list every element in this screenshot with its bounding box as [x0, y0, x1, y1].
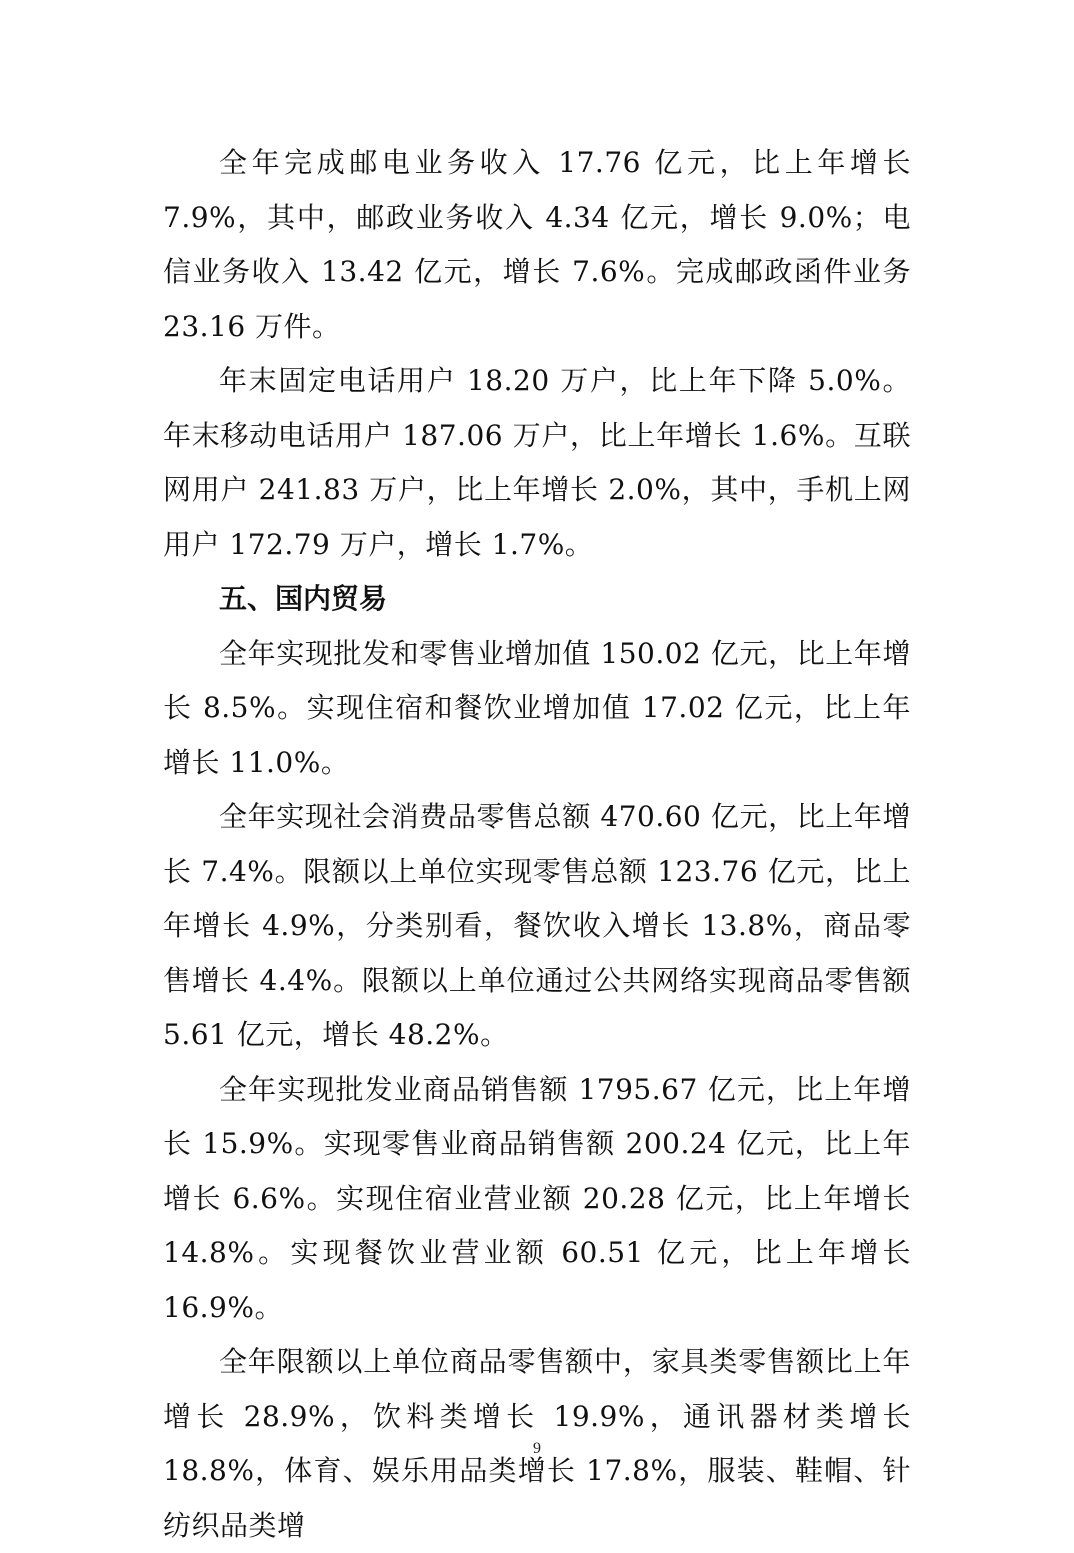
- paragraph-consumer-retail-sales: 全年实现社会消费品零售总额 470.60 亿元，比上年增长 7.4%。限额以上单位实现零售总额 123.76 亿元，比上年增长 4.9%，分类别看，餐饮收入增长 13.8%，商品零售增长 4.4%。限额以上单位通过公共网络实现商品零售额 5.61 亿元，增长 48.2%。: [163, 800, 911, 1051]
- paragraph-postal-telecom: 全年完成邮电业务收入 17.76 亿元，比上年增长 7.9%，其中，邮政业务收入 4.34 亿元，增长 9.0%；电信业务收入 13.42 亿元，增长 7.6%。完成邮政函件业务 23.16 万件。: [163, 146, 911, 343]
- page-number: 9: [533, 1440, 541, 1457]
- section-heading: 五、国内贸易: [219, 582, 388, 615]
- paragraph-phone-internet-users: 年末固定电话用户 18.20 万户，比上年下降 5.0%。年末移动电话用户 187.06 万户，比上年增长 1.6%。互联网用户 241.83 万户，比上年增长 2.0%，其中，手机上网用户 172.79 万户，增长 1.7%。: [163, 364, 911, 561]
- paragraph-sales-turnover: 全年实现批发业商品销售额 1795.67 亿元，比上年增长 15.9%。实现零售业商品销售额 200.24 亿元，比上年增长 6.6%。实现住宿业营业额 20.28 亿元，比上年增长 14.8%。实现餐饮业营业额 60.51 亿元，比上年增长 16.9%。: [163, 1072, 911, 1324]
- page-content: [163, 136, 911, 1553]
- paragraph-category-growth: 全年限额以上单位商品零售额中，家具类零售额比上年增长 28.9%，饮料类增长 19.9%，通讯器材类增长 18.8%，体育、娱乐用品类增长 17.8%，服装、鞋帽、针纺织品类增: [163, 1345, 911, 1542]
- paragraph-wholesale-retail-value: 全年实现批发和零售业增加值 150.02 亿元，比上年增长 8.5%。实现住宿和餐饮业增加值 17.02 亿元，比上年增长 11.0%。: [163, 636, 911, 779]
